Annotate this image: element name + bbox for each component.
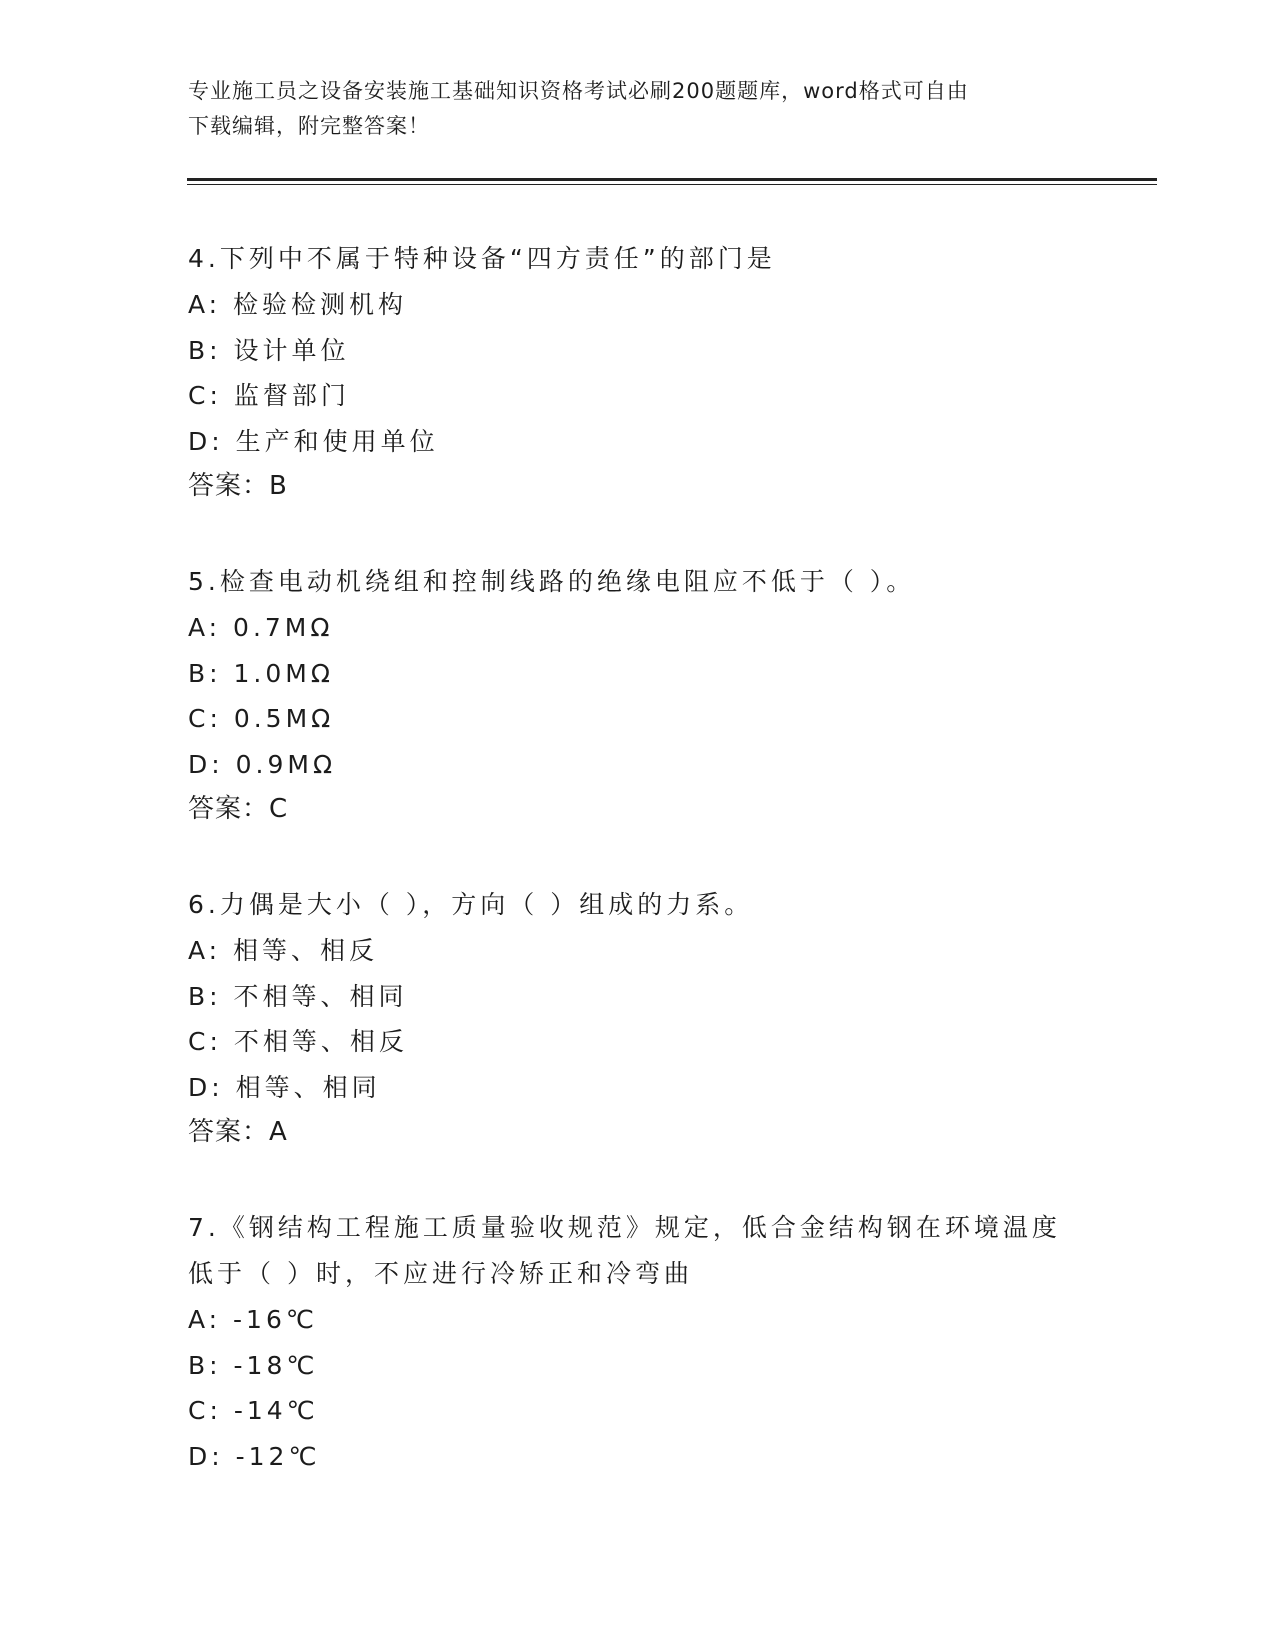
answer-line: 答案：A (188, 1117, 288, 1147)
option-a: A: -16℃ (188, 1305, 318, 1334)
question-stem: 5.检查电动机绕组和控制线路的绝缘电阻应不低于（ ）。 (188, 567, 916, 596)
question-5 (188, 559, 1088, 832)
option-d: D: 生产和使用单位 (188, 426, 439, 456)
option-b: B: 设计单位 (188, 335, 350, 365)
header-divider-thick (187, 178, 1157, 181)
option-d: D: 0.9MΩ (188, 749, 337, 779)
option-c: C: 0.5MΩ (188, 704, 335, 733)
option-a: A: 检验检测机构 (188, 290, 408, 319)
option-a: A: 相等、相反 (188, 936, 379, 965)
question-7 (188, 1205, 1088, 1479)
question-list (188, 236, 1088, 1529)
question-4 (188, 236, 1088, 509)
option-d: D: 相等、相同 (188, 1072, 381, 1102)
answer-line: 答案：C (188, 794, 289, 824)
option-d: D: -12℃ (188, 1441, 321, 1471)
question-6 (188, 882, 1088, 1155)
option-c: C: 不相等、相反 (188, 1027, 408, 1056)
option-b: B: -18℃ (188, 1350, 319, 1380)
option-b: B: 1.0MΩ (188, 658, 334, 688)
option-c: C: -14℃ (188, 1396, 319, 1425)
document-header (188, 74, 1088, 144)
option-b: B: 不相等、相同 (188, 981, 408, 1011)
answer-line: 答案：B (188, 471, 288, 501)
option-a: A: 0.7MΩ (188, 613, 334, 642)
question-stem: 4.下列中不属于特种设备“四方责任”的部门是 (188, 244, 776, 273)
header-line-2: 下载编辑，附完整答案！ (188, 114, 430, 138)
question-stem: 6.力偶是大小（ ），方向（ ）组成的力系。 (188, 890, 754, 919)
header-divider-thin (187, 184, 1157, 185)
question-stem-line-1: 7.《钢结构工程施工质量验收规范》规定，低合金结构钢在环境温度 (188, 1213, 1061, 1242)
option-c: C: 监督部门 (188, 381, 350, 410)
header-line-1: 专业施工员之设备安装施工基础知识资格考试必刷200题题库，word格式可自由 (188, 79, 969, 103)
question-stem-line-2: 低于（ ）时，不应进行冷矫正和冷弯曲 (188, 1259, 693, 1288)
